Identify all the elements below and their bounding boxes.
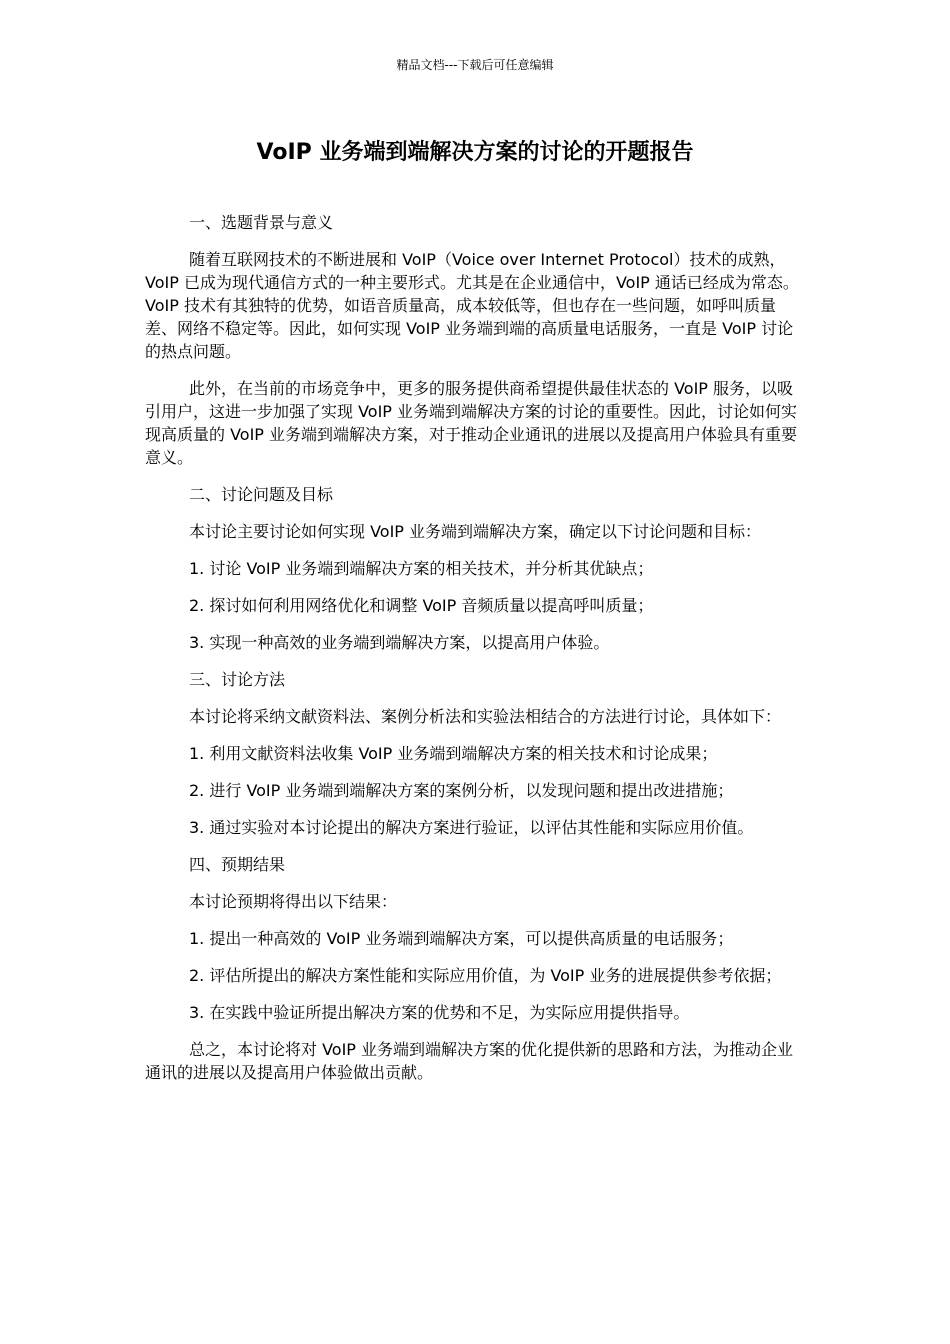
section-heading-goals: 二、讨论问题及目标 xyxy=(189,485,334,504)
page-header: 精品文档---下载后可任意编辑 xyxy=(396,58,554,72)
list-item-result-1: 1. 提出一种高效的 VoIP 业务端到端解决方案，可以提供高质量的电话服务； xyxy=(189,929,734,948)
paragraph-methods-intro: 本讨论将采纳文献资料法、案例分析法和实验法相结合的方法进行讨论，具体如下： xyxy=(189,707,782,726)
list-item-method-3: 3. 通过实验对本讨论提出的解决方案进行验证，以评估其性能和实际应用价值。 xyxy=(189,818,754,837)
paragraph-background-1: 随着互联网技术的不断进展和 VoIP（Voice over Internet Protocol）技术的成熟，VoIP 已成为现代通信方式的一种主要形式。尤其是在企业通信中，VoIP 通话已经成为常态。VoIP 技术有其独特的优势，如语音质量高，成本较低等，但也存在一些问题，如呼叫质量差、网络不稳定等。因此，如何实现 VoIP 业务端到端的高质量电话服务，一直是 VoIP 讨论的热点问题。 xyxy=(145,250,799,361)
list-item-method-2: 2. 进行 VoIP 业务端到端解决方案的案例分析，以发现问题和提出改进措施； xyxy=(189,781,734,800)
document-title: VoIP 业务端到端解决方案的讨论的开题报告 xyxy=(256,140,694,165)
list-item-result-3: 3. 在实践中验证所提出解决方案的优势和不足，为实际应用提供指导。 xyxy=(189,1003,690,1022)
paragraph-results-intro: 本讨论预期将得出以下结果： xyxy=(189,892,398,911)
section-heading-background: 一、选题背景与意义 xyxy=(189,213,334,232)
section-heading-results: 四、预期结果 xyxy=(189,855,286,874)
list-item-method-1: 1. 利用文献资料法收集 VoIP 业务端到端解决方案的相关技术和讨论成果； xyxy=(189,744,718,763)
document-body xyxy=(145,211,807,1098)
list-item-goal-1: 1. 讨论 VoIP 业务端到端解决方案的相关技术，并分析其优缺点； xyxy=(189,559,654,578)
paragraph-conclusion: 总之，本讨论将对 VoIP 业务端到端解决方案的优化提供新的思路和方法，为推动企业通讯的进展以及提高用户体验做出贡献。 xyxy=(145,1040,794,1082)
list-item-goal-3: 3. 实现一种高效的业务端到端解决方案，以提高用户体验。 xyxy=(189,633,610,652)
section-heading-methods: 三、讨论方法 xyxy=(189,670,286,689)
list-item-result-2: 2. 评估所提出的解决方案性能和实际应用价值，为 VoIP 业务的进展提供参考依据； xyxy=(189,966,782,985)
paragraph-background-2: 此外，在当前的市场竞争中，更多的服务提供商希望提供最佳状态的 VoIP 服务，以吸引用户，这进一步加强了实现 VoIP 业务端到端解决方案的讨论的重要性。因此，讨论如何实现高质量的 VoIP 业务端到端解决方案，对于推动企业通讯的进展以及提高用户体验具有重要意义。 xyxy=(145,379,798,467)
list-item-goal-2: 2. 探讨如何利用网络优化和调整 VoIP 音频质量以提高呼叫质量； xyxy=(189,596,654,615)
paragraph-goals-intro: 本讨论主要讨论如何实现 VoIP 业务端到端解决方案，确定以下讨论问题和目标： xyxy=(189,522,762,541)
